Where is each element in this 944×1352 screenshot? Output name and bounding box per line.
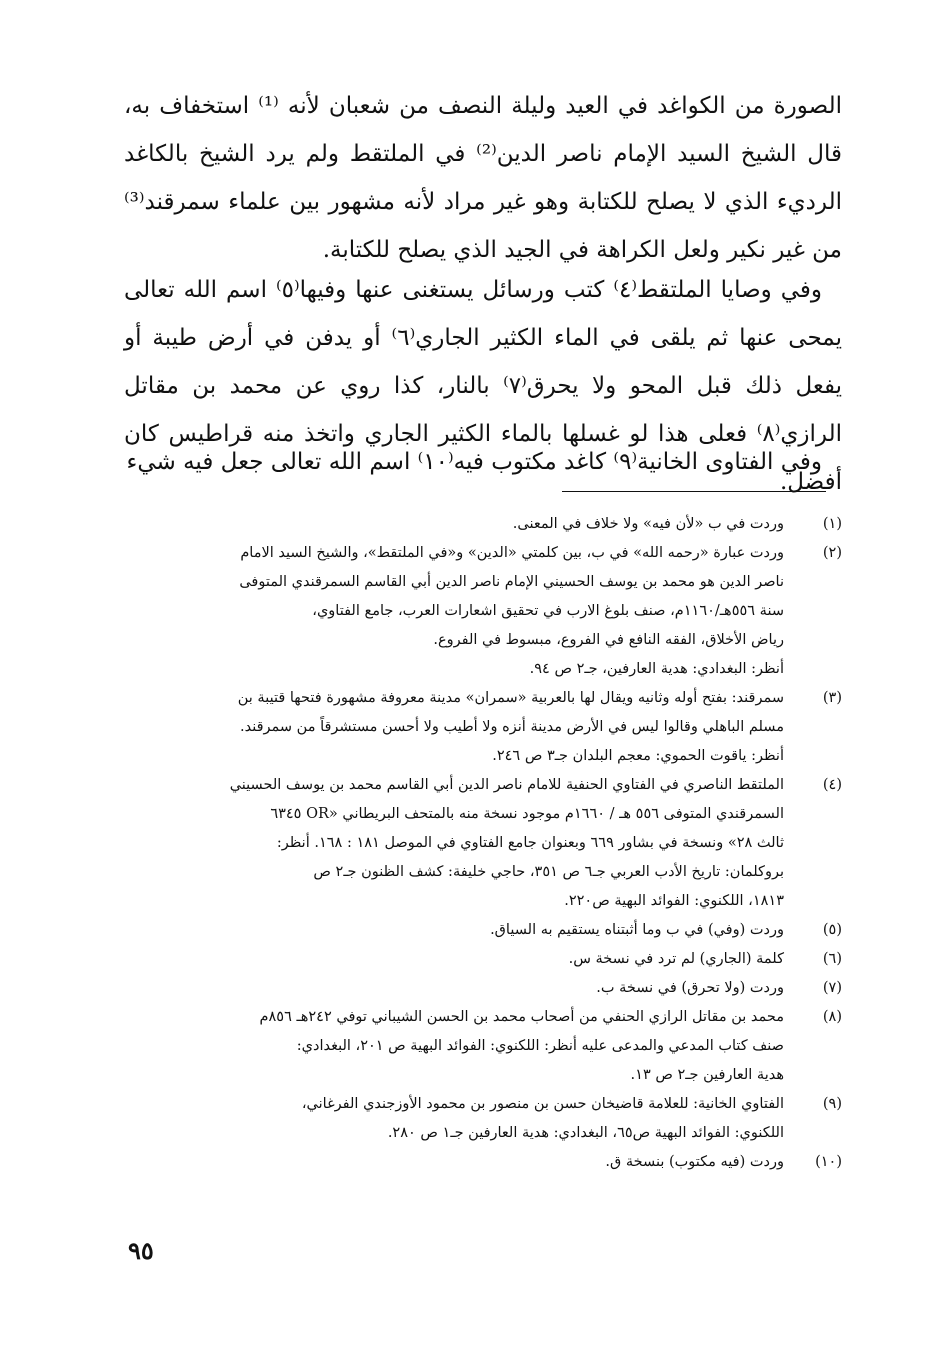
footnote-number: (١) <box>822 516 842 532</box>
footnote-line: رياض الأخلاق، الفقه النافع في الفروع، مبسوط في الفروع. <box>433 632 784 648</box>
footnote-body <box>130 539 784 684</box>
footnote-line: الملتقط الناصري في الفتاوي الحنفية للامام ناصر الدين أبي القاسم محمد بن يوسف الحسيني <box>229 777 784 793</box>
footnote-separator <box>562 491 826 492</box>
footnote-line: أنظر: البغدادي: هدية العارفين، جـ٢ ص ٩٤. <box>529 661 784 677</box>
footnote-line: ١٨١٣، اللكنوي: الفوائد البهية ص٢٢٠. <box>564 893 784 909</box>
footnote-7 <box>130 974 842 1003</box>
footnote-line: صنف كتاب المدعي والمدعى عليه أنظر: اللكنوي: الفوائد البهية ص ٢٠١، البغدادي: <box>296 1038 784 1054</box>
footnote-body <box>130 684 784 771</box>
footnote-line: وردت (ولا تحرق) في نسخة ب. <box>596 980 784 996</box>
footnote-line: وردت عبارة «رحمه الله» في ب، بين كلمتي «الدين» و«في الملتقط»، والشيخ السيد الامام <box>240 545 784 561</box>
footnote-line: ثالث ٢٨» ونسخة في بشاور ٦٦٩ وبعنوان جامع الفتاوي في الموصل ١٨١ : ١٦٨. أنظر: <box>276 835 784 851</box>
page-number: ٩٥ <box>128 1236 154 1265</box>
footnote-1 <box>130 510 842 539</box>
footnote-line: بروكلمان: تاريخ الأدب العربي جـ٦ ص ٣٥١، حاجي خليفة: كشف الظنون جـ٢ ص <box>313 864 784 880</box>
footnote-line: محمد بن مقاتل الرازي الحنفي من أصحاب محمد بن الحسن الشيباني توفي ٢٤٢هـ ٨٥٦م <box>259 1009 784 1025</box>
footnote-line: وردت (فيه مكتوب) بنسخة ق. <box>605 1154 784 1170</box>
main-paragraph-3 <box>124 438 842 486</box>
main-paragraph-1 <box>124 82 842 274</box>
footnote-body <box>130 510 784 539</box>
footnote-line: وردت (وفي) في ب وما أثبتناه يستقيم به السياق. <box>490 922 784 938</box>
footnote-8 <box>130 1003 842 1090</box>
footnote-10 <box>130 1148 842 1177</box>
footnote-body <box>130 1148 784 1177</box>
footnote-line: ناصر الدين هو محمد بن يوسف الحسيني الإمام ناصر الدين أبي القاسم السمرقندي المتوفى <box>239 574 784 590</box>
footnote-5 <box>130 916 842 945</box>
footnotes <box>130 510 842 1177</box>
footnote-number: (٧) <box>822 980 842 996</box>
footnote-body <box>130 945 784 974</box>
footnote-line: اللكنوي: الفوائد البهية ص٦٥، البغدادي: هدية العارفين جـ١ ص ٢٨٠. <box>387 1125 784 1141</box>
footnote-line: الفتاوي الخانية: للعلامة قاضيخان حسن بن منصور بن محمود الأوزجندي الفرغاني، <box>301 1096 784 1112</box>
footnote-line: سمرقند: بفتح أوله وثانيه ويقال لها بالعربية «سمران» مدينة معروفة مشهورة فتحها قتيبة بن <box>237 690 784 706</box>
footnote-number: (٩) <box>822 1096 842 1112</box>
footnote-number: (٦) <box>822 951 842 967</box>
footnote-4 <box>130 771 842 916</box>
footnote-body <box>130 771 784 916</box>
footnote-line: وردت في ب «لأن فيه» ولا خلاف في المعنى. <box>512 516 784 532</box>
footnote-2 <box>130 539 842 684</box>
footnote-body <box>130 1090 784 1148</box>
footnote-number: (١٠) <box>815 1154 842 1170</box>
paragraph-text: وفي وصايا الملتقط⁽٤⁾ كتب ورسائل يستغنى عنها وفيها⁽٥⁾ اسم الله تعالى يمحى عنها ثم يلقى في الماء الكثير الجاري⁽٦⁾ أو يدفن في أرض طيبة أو يفعل ذلك قبل المحو ولا يحرق⁽٧⁾ بالنار، كذا روي عن محمد بن مقاتل الرازي⁽٨⁾ فعلى هذا لو غسلها بالماء الكثير الجاري واتخذ منه قراطيس كان أفضل. <box>124 277 842 495</box>
footnote-body <box>130 1003 784 1090</box>
footnote-line: مسلم الباهلي وقالوا ليس في الأرض مدينة أنزه ولا أطيب ولا أحسن مستشرقاً من سمرقند. <box>239 719 784 735</box>
footnote-6 <box>130 945 842 974</box>
paragraph-text: وفي الفتاوى الخانية⁽٩⁾ كاغد مكتوب فيه⁽١٠⁾ اسم الله تعالى جعل فيه شيء <box>126 449 822 475</box>
footnote-number: (٢) <box>822 545 842 561</box>
footnote-number: (٨) <box>822 1009 842 1025</box>
footnote-body <box>130 916 784 945</box>
footnote-line: السمرقندي المتوفى ٥٥٦ هـ / ١٦٦٠م موجود نسخة منه بالمتحف البريطاني «OR ٦٣٤٥ <box>270 806 784 822</box>
footnote-number: (٤) <box>822 777 842 793</box>
footnote-line: كلمة (الجاري) لم ترد في نسخة س. <box>568 951 784 967</box>
paragraph-text: الصورة من الكواغد في العيد وليلة النصف من شعبان لأنه ⁽¹⁾ استخفاف به، قال الشيخ السيد الإمام ناصر الدين⁽²⁾ في الملتقط ولم يرد الشيخ بالكاغد الرديء الذي لا يصلح للكتابة وهو غير مراد لأنه مشهور بين علماء سمرقند⁽³⁾ من غير نكير ولعل الكراهة في الجيد الذي يصلح للكتابة. <box>124 93 842 263</box>
footnote-9 <box>130 1090 842 1148</box>
footnote-line: سنة ٥٥٦هـ/١١٦٠م، صنف بلوغ الارب في تحقيق اشعارات العرب، جامع الفتاوي، <box>312 603 784 619</box>
footnote-line: هدية العارفين جـ٢ ص ١٣. <box>630 1067 784 1083</box>
footnote-line: أنظر: ياقوت الحموي: معجم البلدان جـ٣ ص ٢٤٦. <box>492 748 784 764</box>
footnote-number: (٥) <box>822 922 842 938</box>
footnote-3 <box>130 684 842 771</box>
footnote-number: (٣) <box>822 690 842 706</box>
footnote-body <box>130 974 784 1003</box>
